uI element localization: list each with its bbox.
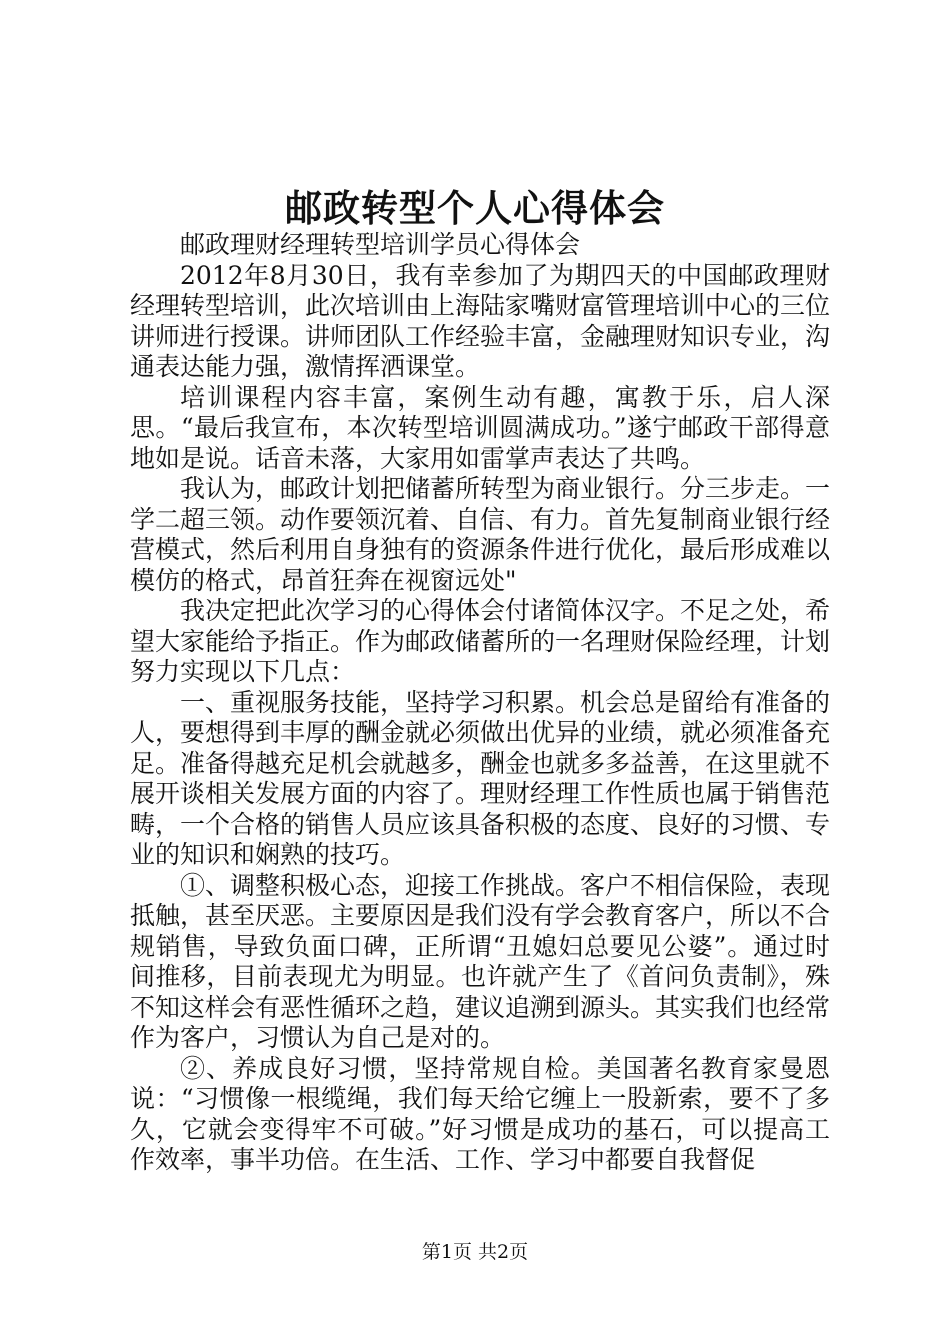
- document-body: [130, 230, 830, 1176]
- body-paragraph: ②、养成良好习惯，坚持常规自检。美国著名教育家曼恩说：“习惯像一根缆绳，我们每天给它缠上一股新索，要不了多久，它就会变得牢不可破。”好习惯是成功的基石，可以提高工作效率，事半功倍。在生活、工作、学习中都要自我督促: [130, 1053, 830, 1174]
- body-paragraph: 培训课程内容丰富，案例生动有趣，寓教于乐，启人深思。“最后我宣布，本次转型培训圆满成功。”遂宁邮政干部得意地如是说。话音未落，大家用如雷掌声表达了共鸣。: [130, 382, 830, 473]
- document-title: 邮政转型个人心得体会: [285, 186, 665, 230]
- body-paragraph: ①、调整积极心态，迎接工作挑战。客户不相信保险，表现抵触，甚至厌恶。主要原因是我们没有学会教育客户，所以不合规销售，导致负面口碑，正所谓“丑媳妇总要见公婆”。通过时间推移，目前表现尤为明显。也许就产生了《首问负责制》，殊不知这样会有恶性循环之趋，建议追溯到源头。其实我们也经常作为客户，习惯认为自己是对的。: [130, 870, 831, 1052]
- page-number-footer: 第1页 共2页: [421, 1241, 529, 1263]
- body-paragraph: 一、重视服务技能，坚持学习积累。机会总是留给有准备的人，要想得到丰厚的酬金就必须做出优异的业绩，就必须准备充足。准备得越充足机会就越多，酬金也就多多益善，在这里就不展开谈相关发展方面的内容了。理财经理工作性质也属于销售范畴，一个合格的销售人员应该具备积极的态度、良好的习惯、专业的知识和娴熟的技巧。: [130, 687, 831, 869]
- body-paragraph: 我认为，邮政计划把储蓄所转型为商业银行。分三步走。一学二超三领。动作要领沉着、自信、有力。首先复制商业银行经营模式，然后利用自身独有的资源条件进行优化，最后形成难以模仿的格式，昂首狂奔在视窗远处": [130, 474, 831, 595]
- body-paragraph: 我决定把此次学习的心得体会付诸简体汉字。不足之处，希望大家能给予指正。作为邮政储蓄所的一名理财保险经理，计划努力实现以下几点：: [130, 596, 831, 686]
- body-paragraph: 2012年8月30日，我有幸参加了为期四天的中国邮政理财经理转型培训，此次培训由上海陆家嘴财富管理培训中心的三位讲师进行授课。讲师团队工作经验丰富，金融理财知识专业，沟通表达能力强，激情挥洒课堂。: [130, 260, 831, 381]
- subtitle-paragraph: 邮政理财经理转型培训学员心得体会: [180, 230, 581, 259]
